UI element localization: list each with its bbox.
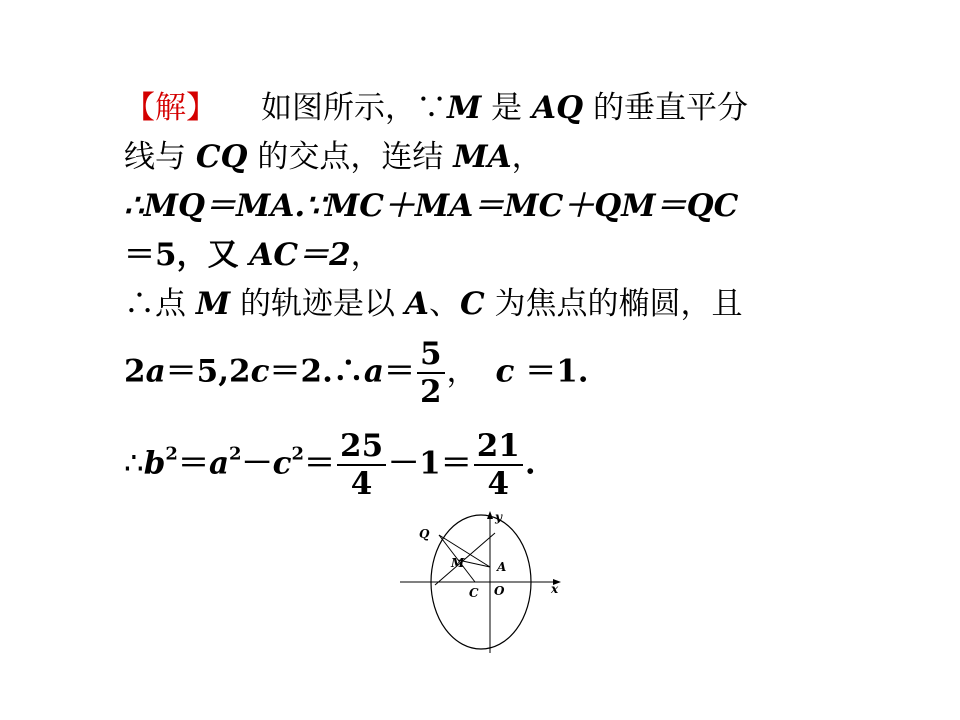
solution-tag: 【解】 [124, 90, 217, 126]
solution-line-4: ＝5，又 AC＝2， [124, 237, 382, 273]
fraction-21-over-4: $\frac{21}{4}$ [474, 428, 523, 502]
label-m: M [451, 556, 465, 570]
solution-line-7: $\therefore b^2=a^2-c^2=$ $\frac{25}{4}$ －1＝ $\frac{21}{4}$ . [124, 428, 536, 502]
solution-line-1: 【解】 如图所示，∵M 是 AQ 的垂直平分 [124, 90, 748, 126]
label-y: y [495, 510, 502, 524]
solution-line-3: ∴MQ＝MA.∵MC＋MA＝MC＋QM＝QC [124, 188, 739, 224]
label-a: A [497, 560, 507, 574]
fraction-five-halves: $\frac{5}{2}$ [417, 336, 445, 410]
solution-line-2: 线与 CQ 的交点，连结 MA， [124, 139, 543, 175]
solution-line-6: 2a＝5,2c＝2.∴a＝ $\frac{5}{2}$ ， c ＝1. [124, 336, 589, 410]
label-o: O [494, 584, 505, 598]
label-q: Q [419, 527, 430, 541]
segment-qa [439, 535, 490, 567]
label-c: C [469, 586, 479, 600]
label-x: x [551, 582, 559, 596]
ellipse-figure [395, 505, 570, 655]
fraction-25-over-4: $\frac{25}{4}$ [337, 428, 386, 502]
solution-line-5: ∴点 M 的轨迹是以 A、C 为焦点的椭圆，且 [124, 286, 743, 322]
